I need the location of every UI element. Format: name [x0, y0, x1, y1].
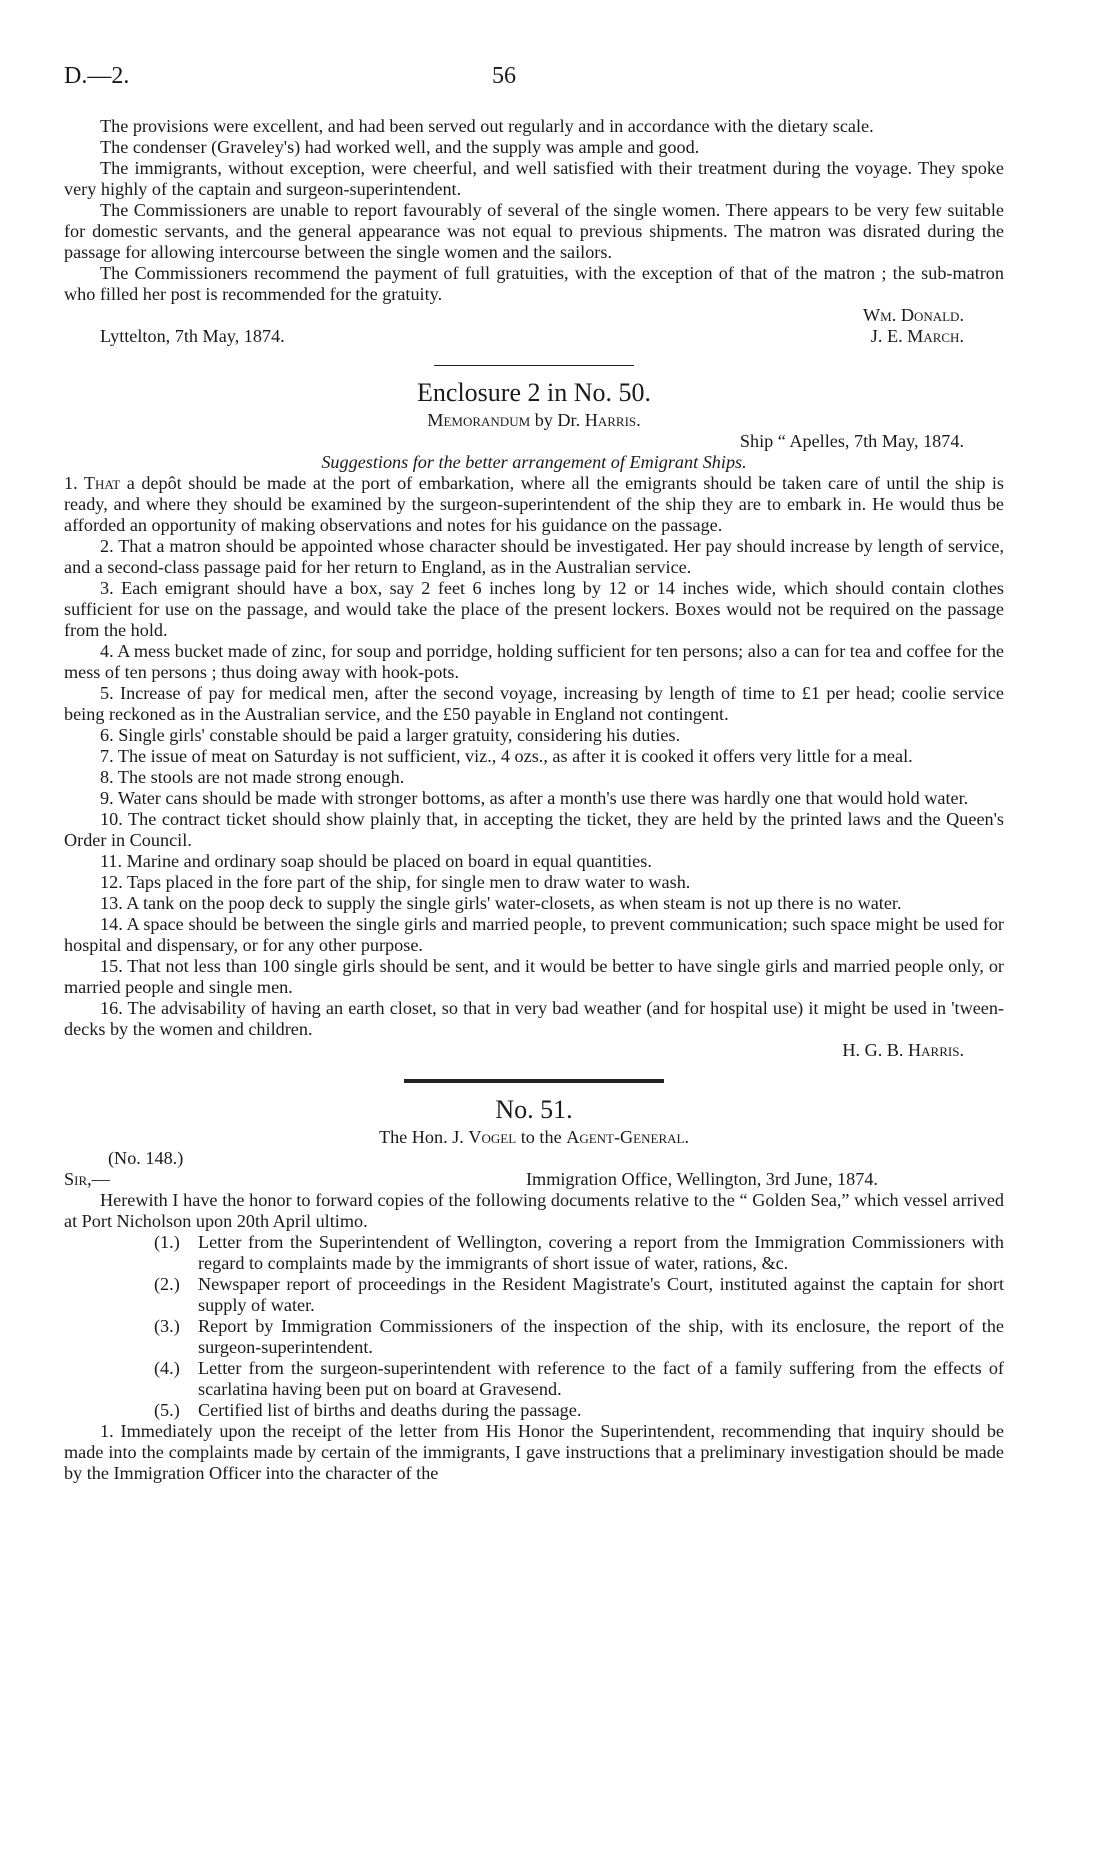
office-date: Immigration Office, Wellington, 3rd June, 1874.	[526, 1169, 878, 1189]
memo-prefix: Memorandum	[427, 410, 531, 430]
page-number: 56	[492, 63, 516, 89]
suggestion-item: 16. The advisability of having an earth closet, so that in very bad weather (and for hospital use) it might be used in 'tween-decks by the women and children.	[64, 998, 1004, 1039]
commissioners-report	[64, 116, 1004, 305]
suggestion-item: 2. That a matron should be appointed whose character should be investigated. Her pay should increase by length of service, and a second-class passage paid for her return to England, as in the Australian service.	[64, 536, 1004, 577]
suggestion-item: 13. A tank on the poop deck to supply the single girls' water-closets, as when steam is not up there is no water.	[100, 893, 902, 913]
document-text: Letter from the surgeon-superintendent with reference to the fact of a family suffering from the effects of scarlatina having been put on board at Gravesend.	[198, 1358, 1004, 1399]
letter-reference: (No. 148.)	[108, 1148, 184, 1168]
document-item	[64, 1232, 1004, 1274]
report-paragraph: The immigrants, without exception, were cheerful, and well satisfied with their treatment during the voyage. They spoke very highly of the captain and surgeon-superintendent.	[64, 158, 1004, 199]
document-number: (1.)	[154, 1232, 180, 1252]
letter-intro: Herewith I have the honor to forward copies of the following documents relative to the “ Golden Sea,” which vessel arrived at Port Nicholson upon 20th April ultimo.	[64, 1190, 1004, 1231]
letter-paragraph: 1. Immediately upon the receipt of the letter from His Honor the Superintendent, recommending that inquiry should be made into the complaints made by certain of the immigrants, I gave instructions that a preliminary investigation should be made by the Immigration Officer into the character of the	[64, 1421, 1004, 1483]
document-item	[64, 1316, 1004, 1358]
document-number: (4.)	[154, 1358, 180, 1378]
suggestion-item: 8. The stools are not made strong enough.	[100, 767, 405, 787]
document-text: Report by Immigration Commissioners of the inspection of the ship, with its enclosure, the report of the surgeon-superintendent.	[198, 1316, 1004, 1357]
memorandum-line	[64, 410, 1004, 431]
report-paragraph: The Commissioners recommend the payment of full gratuities, with the exception of that of the matron ; the sub-matron who filled her post is recommended for the gratuity.	[64, 263, 1004, 304]
suggestion-item: 10. The contract ticket should show plainly that, in accepting the ticket, they are held by the printed laws and the Queen's Order in Council.	[64, 809, 1004, 850]
suggestion-item: 5. Increase of pay for medical men, after the second voyage, increasing by length of time to £1 per head; coolie service being reckoned as in the Australian service, and the £50 payable in England not contingent.	[64, 683, 1004, 724]
suggestion-item: 7. The issue of meat on Saturday is not sufficient, viz., 4 ozs., as after it is cooked it offers very little for a meal.	[100, 746, 913, 766]
page-header	[64, 63, 1004, 116]
signature-donald: Wm. Donald.	[863, 305, 964, 325]
document-item	[64, 1358, 1004, 1400]
salutation: Sir,—	[64, 1169, 110, 1189]
documents-list	[64, 1232, 1004, 1421]
suggestion-item: 4. A mess bucket made of zinc, for soup and porridge, holding sufficient for ten persons; also a can for tea and coffee for the mess of ten persons ; thus doing away with hook-pots.	[64, 641, 1004, 682]
document-number: (5.)	[154, 1400, 180, 1420]
memo-author: Harris.	[584, 410, 641, 430]
section-divider-thick	[404, 1079, 664, 1083]
suggestions-heading: Suggestions for the better arrangement of Emigrant Ships.	[321, 452, 747, 472]
letter-title: No. 51.	[495, 1095, 573, 1124]
suggestion-item: 12. Taps placed in the fore part of the ship, for single men to draw water to wash.	[100, 872, 691, 892]
section-divider	[434, 365, 634, 366]
suggestion-item: 11. Marine and ordinary soap should be placed on board in equal quantities.	[100, 851, 652, 871]
suggestion-item: 6. Single girls' constable should be paid a larger gratuity, considering his duties.	[100, 725, 681, 745]
document-code: D.—2.	[64, 63, 130, 89]
place-date: Lyttelton, 7th May, 1874.	[100, 326, 285, 346]
document-number: (3.)	[154, 1316, 180, 1336]
suggestion-item: 3. Each emigrant should have a box, say 2 feet 6 inches long by 12 or 14 inches wide, which should contain clothes sufficient for use on the passage, and would take the place of the present lockers. Boxes would not be required on the passage from the hold.	[64, 578, 1004, 640]
signature-march: J. E. March.	[870, 326, 964, 346]
suggestion-item: 15. That not less than 100 single girls should be sent, and it would be better to have single girls and married people only, or married people and single men.	[64, 956, 1004, 997]
suggestions-list	[64, 473, 1004, 1040]
letter-subtitle	[64, 1127, 1004, 1148]
subtitle-d: Agent-General.	[566, 1127, 690, 1147]
item-lead: 1. That	[64, 473, 121, 493]
report-paragraph: The Commissioners are unable to report favourably of several of the single women. There appears to be very few suitable for domestic servants, and the general appearance was not equal to previous shipments. The matron was disrated during the passage for allowing intercourse between the single women and the sailors.	[64, 200, 1004, 262]
subtitle-b: Vogel	[468, 1127, 517, 1147]
subtitle-a: The Hon. J.	[378, 1127, 464, 1147]
item-text: a depôt should be made at the port of embarkation, where all the emigrants should be taken care of until the ship is ready, and where they should be examined by the surgeon-superintendent of the ship they are to embark in. He would thus be afforded an opportunity of making observations and notes for his guidance on the passage.	[64, 473, 1004, 535]
document-item	[64, 1274, 1004, 1316]
subtitle-c: to the	[520, 1127, 562, 1147]
suggestion-item	[64, 473, 1004, 536]
document-text: Newspaper report of proceedings in the Resident Magistrate's Court, instituted against the captain for short supply of water.	[198, 1274, 1004, 1315]
document-number: (2.)	[154, 1274, 180, 1294]
document-item	[64, 1400, 1004, 1421]
enclosure-title: Enclosure 2 in No. 50.	[417, 378, 651, 407]
signature-harris: H. G. B. Harris.	[842, 1040, 964, 1060]
report-paragraph: The condenser (Graveley's) had worked well, and the supply was ample and good.	[100, 137, 700, 157]
ship-date-line: Ship “ Apelles, 7th May, 1874.	[739, 431, 964, 451]
document-text: Certified list of births and deaths during the passage.	[198, 1400, 582, 1420]
document-page	[64, 63, 1004, 1484]
report-paragraph: The provisions were excellent, and had been served out regularly and in accordance with the dietary scale.	[100, 116, 874, 136]
salutation-line	[64, 1169, 1004, 1190]
suggestion-item: 14. A space should be between the single girls and married people, to prevent communication; such space might be used for hospital and dispensary, or for any other purpose.	[64, 914, 1004, 955]
suggestion-item: 9. Water cans should be made with stronger bottoms, as after a month's use there was hardly one that would hold water.	[100, 788, 969, 808]
report-signature-block	[64, 305, 1004, 347]
memo-by: by Dr.	[534, 410, 581, 430]
document-text: Letter from the Superintendent of Wellington, covering a report from the Immigration Commissioners with regard to complaints made by the immigrants of short issue of water, rations, &c.	[198, 1232, 1004, 1273]
